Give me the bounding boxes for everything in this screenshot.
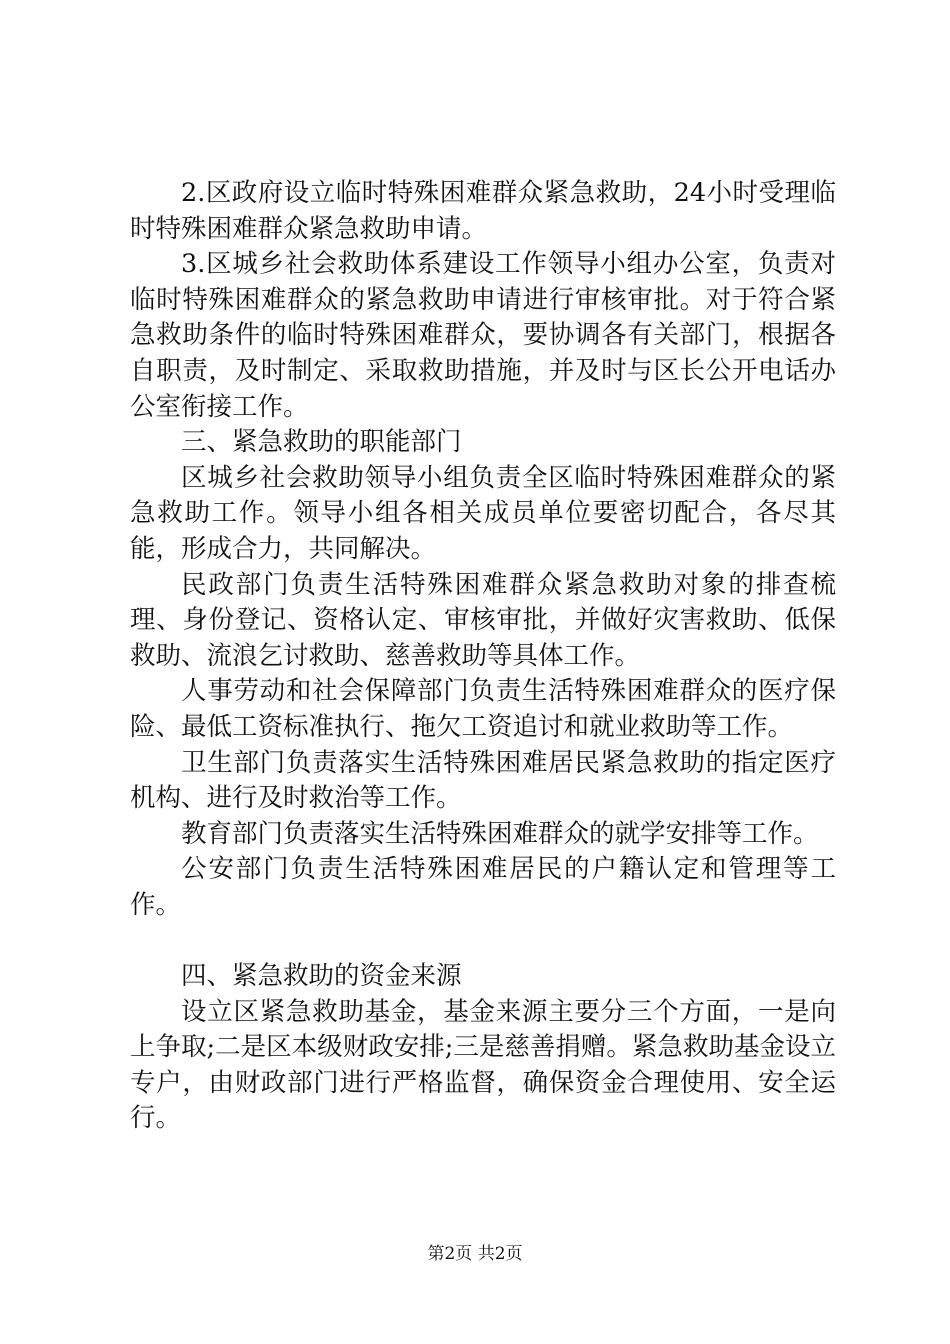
document-body (130, 176, 836, 1137)
paragraph-public-security: 公安部门负责生活特殊困难居民的户籍认定和管理等工作。 (130, 854, 836, 920)
paragraph-item-3: 3.区城乡社会救助体系建设工作领导小组办公室，负责对临时特殊困难群众的紧急救助申请进行审核审批。对于符合紧急救助条件的临时特殊困难群众，要协调各有关部门，根据各自职责，及时制定、采取救助措施，并及时与区长公开电话办公室衔接工作。 (130, 249, 836, 422)
section-heading-departments: 三、紧急救助的职能部门 (181, 427, 462, 458)
paragraph-leading-group: 区城乡社会救助领导小组负责全区临时特殊困难群众的紧急救助工作。领导小组各相关成员单位要密切配合，各尽其能，形成合力，共同解决。 (130, 462, 836, 564)
section-heading-funding: 四、紧急救助的资金来源 (181, 961, 462, 992)
paragraph-labor-social-security: 人事劳动和社会保障部门负责生活特殊困难群众的医疗保险、最低工资标准执行、拖欠工资追讨和就业救助等工作。 (130, 676, 836, 742)
paragraph-spacer (130, 923, 836, 959)
paragraph-education: 教育部门负责落实生活特殊困难群众的就学安排等工作。 (181, 818, 819, 849)
page-number-footer: 第2页 共2页 (427, 1244, 523, 1264)
paragraph-health: 卫生部门负责落实生活特殊困难居民紧急救助的指定医疗机构、进行及时救治等工作。 (130, 747, 836, 814)
paragraph-civil-affairs: 民政部门负责生活特殊困难群众紧急救助对象的排查梳理、身份登记、资格认定、审核审批，并做好灾害救助、低保救助、流浪乞讨救助、慈善救助等具体工作。 (130, 569, 836, 671)
paragraph-funding-sources: 设立区紧急救助基金，基金来源主要分三个方面，一是向上争取;二是区本级财政安排;三是慈善捐赠。紧急救助基金设立专户，由财政部门进行严格监督，确保资金合理使用、安全运行。 (130, 996, 836, 1134)
paragraph-item-2: 2.区政府设立临时特殊困难群众紧急救助，24小时受理临时特殊困难群众紧急救助申请。 (130, 178, 836, 244)
